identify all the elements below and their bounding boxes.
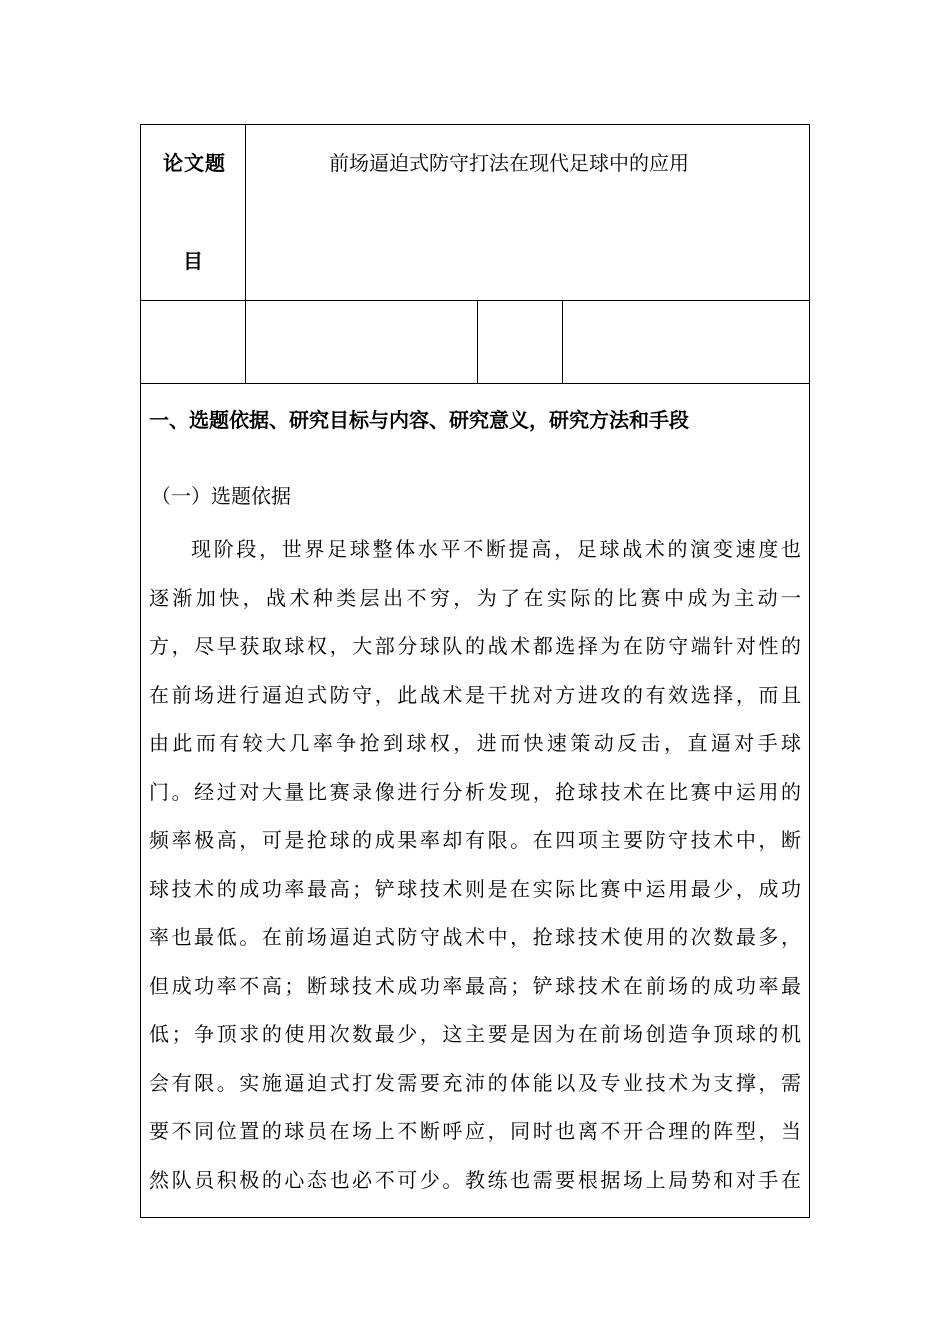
paragraph-line: 低；争顶求的使用次数最少，这主要是因为在前场创造争顶球的机 [149,1022,801,1046]
blank-cell-divider [477,301,478,383]
paragraph-line: 门。经过对大量比赛录像进行分析发现，抢球技术在比赛中运用的 [149,780,801,804]
paragraph-line: 频率极高，可是抢球的成果率却有限。在四项主要防守技术中，断 [149,828,801,852]
paragraph-line: 然队员积极的心态也必不可少。教练也需要根据场上局势和对手在 [149,1168,801,1192]
paragraph-line: 会有限。实施逼迫式打发需要充沛的体能以及专业技术为支撑，需 [149,1071,801,1095]
thesis-title-row [141,125,809,301]
section-heading: 一、选题依据、研究目标与内容、研究意义，研究方法和手段 [149,408,689,432]
paragraph-line: 由此而有较大几率争抢到球权，进而快速策动反击，直逼对手球 [149,731,801,755]
thesis-title-label: 论文题 [163,151,226,175]
paragraph-line: 但成功率不高；断球技术成功率最高；铲球技术在前场的成功率最 [149,974,801,998]
subsection-heading: （一）选题依据 [151,484,291,508]
paragraph-line: 球技术的成功率最高；铲球技术则是在实际比赛中运用最少，成功 [149,877,801,901]
thesis-title-value: 前场逼迫式防守打法在现代足球中的应用 [329,151,689,175]
blank-info-row [141,301,809,384]
thesis-title-label-cell [141,125,246,300]
thesis-title-label-continued: 目 [183,249,203,273]
blank-cell-divider [245,301,246,383]
paragraph-line: 逐渐加快，战术种类层出不穷，为了在实际的比赛中成为主动一 [149,586,801,610]
paragraph-line: 现阶段，世界足球整体水平不断提高，足球战术的演变速度也 [191,537,801,561]
paragraph-line: 在前场进行逼迫式防守，此战术是干扰对方进攻的有效选择，而且 [149,683,801,707]
blank-cell-divider [562,301,563,383]
paragraph-line: 方，尽早获取球权，大部分球队的战术都选择为在防守端针对性的 [149,634,801,658]
paragraph-line: 要不同位置的球员在场上不断呼应，同时也离不开合理的阵型，当 [149,1119,801,1143]
paragraph-line: 率也最低。在前场逼迫式防守战术中，抢球技术使用的次数最多， [149,925,801,949]
proposal-form-table [140,124,810,1218]
proposal-body [141,384,809,1218]
